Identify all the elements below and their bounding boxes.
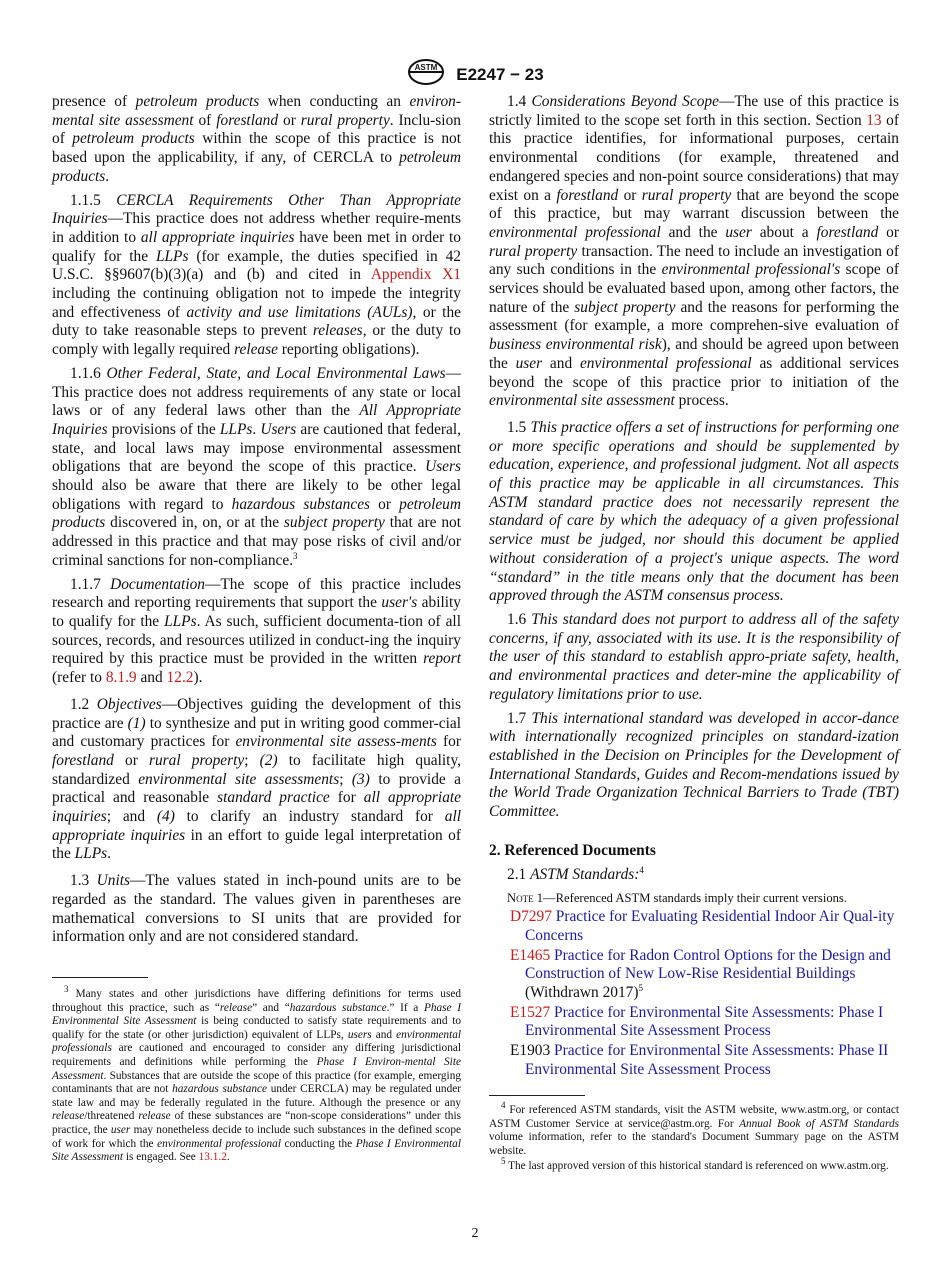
footnote-ref-5[interactable]: 5: [638, 982, 643, 993]
paragraph-1-5: 1.5 This practice offers a set of instructions for performing one or more specific operations and should be supplemented by education, experience, and professional judgment. Not all aspects of this practice may be applicable in all circumstances. This ASTM standard practice does not necessarily represent the standard of care by which the adequacy of a given professional service must be judged, nor should this document be applied without consideration of a project's unique aspects. The word “standard” in the title means only that the document has been approved through the ASTM consensus process.: [489, 418, 899, 605]
reference-title-link[interactable]: Practice for Environmental Site Assessments: Phase II Environmental Site Assessment Process: [525, 1042, 889, 1078]
page-header: [0, 58, 950, 91]
referenced-standards-list: [489, 908, 899, 1079]
reference-item: [507, 908, 899, 945]
section-13-1-2-link[interactable]: 13.1.2: [198, 1151, 227, 1164]
paragraph-1-2: 1.2 Objectives—Objectives guiding the development of this practice are (1) to synthesize and put in writing good commer-cial and customary practices for environmental site assess-ments for forestland or rural property; (2) to facilitate high quality, standardized environmental site assessments; (3) to provide a practical and reasonable standard practice for all appropriate inquiries; and (4) to clarify an industry standard for all appropriate inquiries in an effort to guide legal interpretation of the LLPs.: [52, 695, 462, 863]
reference-item: [507, 947, 899, 1003]
page-number: 2: [471, 1226, 479, 1241]
reference-code: E1903: [510, 1042, 551, 1060]
reference-code[interactable]: E1465: [510, 946, 551, 964]
footnote-5: $^5$ The last approved version of this historical standard is referenced on www.astm.org.: [501, 1156, 889, 1173]
svg-text:ASTM: ASTM: [414, 63, 438, 72]
reference-status: (Withdrawn 2017): [525, 983, 639, 1001]
footnote-4: $^4$ For referenced ASTM standards, visit the ASTM website, www.astm.org, or contact ASTM Customer Service at service@astm.org. For Annual Book of ASTM Standards volume information, refer to the standard's Document Summary page on the ASTM website.: [489, 1100, 899, 1157]
appendix-x1-link[interactable]: Appendix X1: [370, 266, 462, 284]
footnote-ref-4[interactable]: 4: [639, 865, 644, 876]
reference-title-link[interactable]: Practice for Environmental Site Assessments: Phase I Environmental Site Assessment Process: [525, 1003, 884, 1040]
reference-item: [507, 1004, 899, 1041]
footnote-3: $^3$ Many states and other jurisdictions have differing definitions for terms used throughout this practice, such as “release” and “hazardous substance.” If a Phase I Environmental Site Assessment is being conducted to satisfy state requirements and to qualify for the state (or other jurisdiction) equivalent of LLPs, users and environmental professionals are cautioned and encouraged to consider any differing jurisdictional requirements and definitions while performing the Phase I Environ-mental Site Assessment. Substances that are outside the scope of this practice (for example, emerging contaminants that are not hazardous substance under CERCLA) may be regulated under state law and may be federally regulated in the future. Although the presence or any release/threatened release of these substances are “non-scope considerations” under this practice, the user may nonetheless decide to include such substances in the defined scope of work for which the environmental professional conducting the Phase I Environmental Site Assessment is engaged. See 13.1.2.: [52, 984, 462, 1164]
reference-title-link[interactable]: Practice for Radon Control Options for the Design and Construction of New Low-Rise Residential Buildings: [525, 946, 891, 983]
section-12-2-link[interactable]: 12.2: [166, 669, 194, 687]
left-column: [52, 93, 461, 952]
document-designation: E2247 − 23: [456, 64, 544, 84]
footnote-divider: [52, 977, 148, 978]
reference-title-link[interactable]: Practice for Evaluating Residential Indoor Air Qual-ity Concerns: [525, 908, 895, 944]
paragraph-1-4: 1.4 Considerations Beyond Scope—The use of this practice is strictly limited to the scope set forth in this section. Section 13 of this practice identifies, for informational purposes, certain environmental conditions (for example, threatened and endangered species and non-point source considerations) that may exist on a forestland or rural property that are beyond the scope of this practice, but may warrant discussion between the environmental professional and the user about a forestland or rural property transaction. The need to include an investigation of any such conditions in the environmental professional's scope of services should be evaluated based upon, among other factors, the nature of the subject property and the reasons for performing the assessment (for example, a more comprehen-sive evaluation of business environmental risk), and should be agreed upon between the user and environmental professional as additional services beyond the scope of this practice prior to initiation of the environmental site assessment process.: [489, 93, 900, 410]
paragraph-1-6: 1.6 This standard does not purport to address all of the safety concerns, if any, associated with its use. It is the responsibility of the user of this standard to establish appro-priate safety, health, and environmental practices and deter-mine the applicability of regulatory limitations prior to use.: [489, 610, 899, 703]
footnote-divider: [489, 1095, 585, 1096]
section-13-link[interactable]: 13: [866, 111, 882, 129]
footnotes-right: [489, 1100, 899, 1176]
section-2-title: 2. Referenced Documents: [489, 841, 656, 859]
reference-code[interactable]: D7297: [510, 908, 552, 926]
section-8-1-9-link[interactable]: 8.1.9: [105, 669, 137, 687]
paragraph-1-7: 1.7 This international standard was developed in accor-dance with internationally recognized principles on standard-ization established in the Decision on Principles for the Development of International Standards, Guides and Recom-mendations issued by the World Trade Organization Technical Barriers to Trade (TBT) Committee.: [489, 709, 899, 821]
footnote-ref-3[interactable]: 3: [293, 550, 298, 561]
paragraph-1-1-7: 1.1.7 Documentation—The scope of this practice includes research and reporting requirements that support the user's ability to qualify for the LLPs. As such, sufficient documenta-tion of all sources, records, and resources utilized in conduct-ing the inquiry required by this practice must be provided in the written report (refer to 8.1.9 and 12.2).: [52, 575, 461, 687]
paragraph-1-1-5: 1.1.5 CERCLA Requirements Other Than Appropriate Inquiries—This practice does not address whether require-ments in addition to all appropriate inquiries have been met in order to qualify for the LLPs (for example, the duties specified in 42 U.S.C. §§9607(b)(3)(a) and (b) and cited in Appendix X1 including the continuing obligation not to impede the integrity and effectiveness of activity and use limitations (AULs), or the duty to take reasonable steps to prevent releases, or the duty to comply with legally required release reporting obligations).: [52, 191, 462, 359]
paragraph-1-3: 1.3 Units—The values stated in inch-pound units are to be regarded as the standard. The values given in parentheses are mathematical conversions to SI units that are provided for information only and are not considered standard.: [52, 872, 461, 946]
reference-code[interactable]: E1527: [510, 1003, 551, 1021]
right-column: [489, 93, 899, 1080]
note-1: Note 1—Referenced ASTM standards imply their current versions.: [507, 891, 847, 906]
paragraph-2-1: 2.1 ASTM Standards:$^4$: [507, 865, 644, 884]
paragraph-1-1-6: 1.1.6 Other Federal, State, and Local Environmental Laws—This practice does not address requirements of any state or local laws or of any federal laws other than the All Appropriate Inquiries provisions of the LLPs. Users are cautioned that federal, state, and local laws may impose environmental assessment obligations that are beyond the scope of this practice. Users should also be aware that there are likely to be other legal obligations with regard to hazardous substances or petroleum products discovered in, on, or at the subject property that are not addressed in this practice and that may pose risks of civil and/or criminal sanctions for non-compliance.$^3$: [52, 364, 462, 569]
reference-item: [507, 1042, 899, 1079]
paragraph-continuation: presence of petroleum products when conducting an environ-mental site assessment of forestland or rural property. Inclu-sion of petroleum products within the scope of this practice is not based upon the applicability, if any, of CERCLA to petroleum products.: [52, 93, 462, 185]
astm-logo: [406, 58, 446, 91]
